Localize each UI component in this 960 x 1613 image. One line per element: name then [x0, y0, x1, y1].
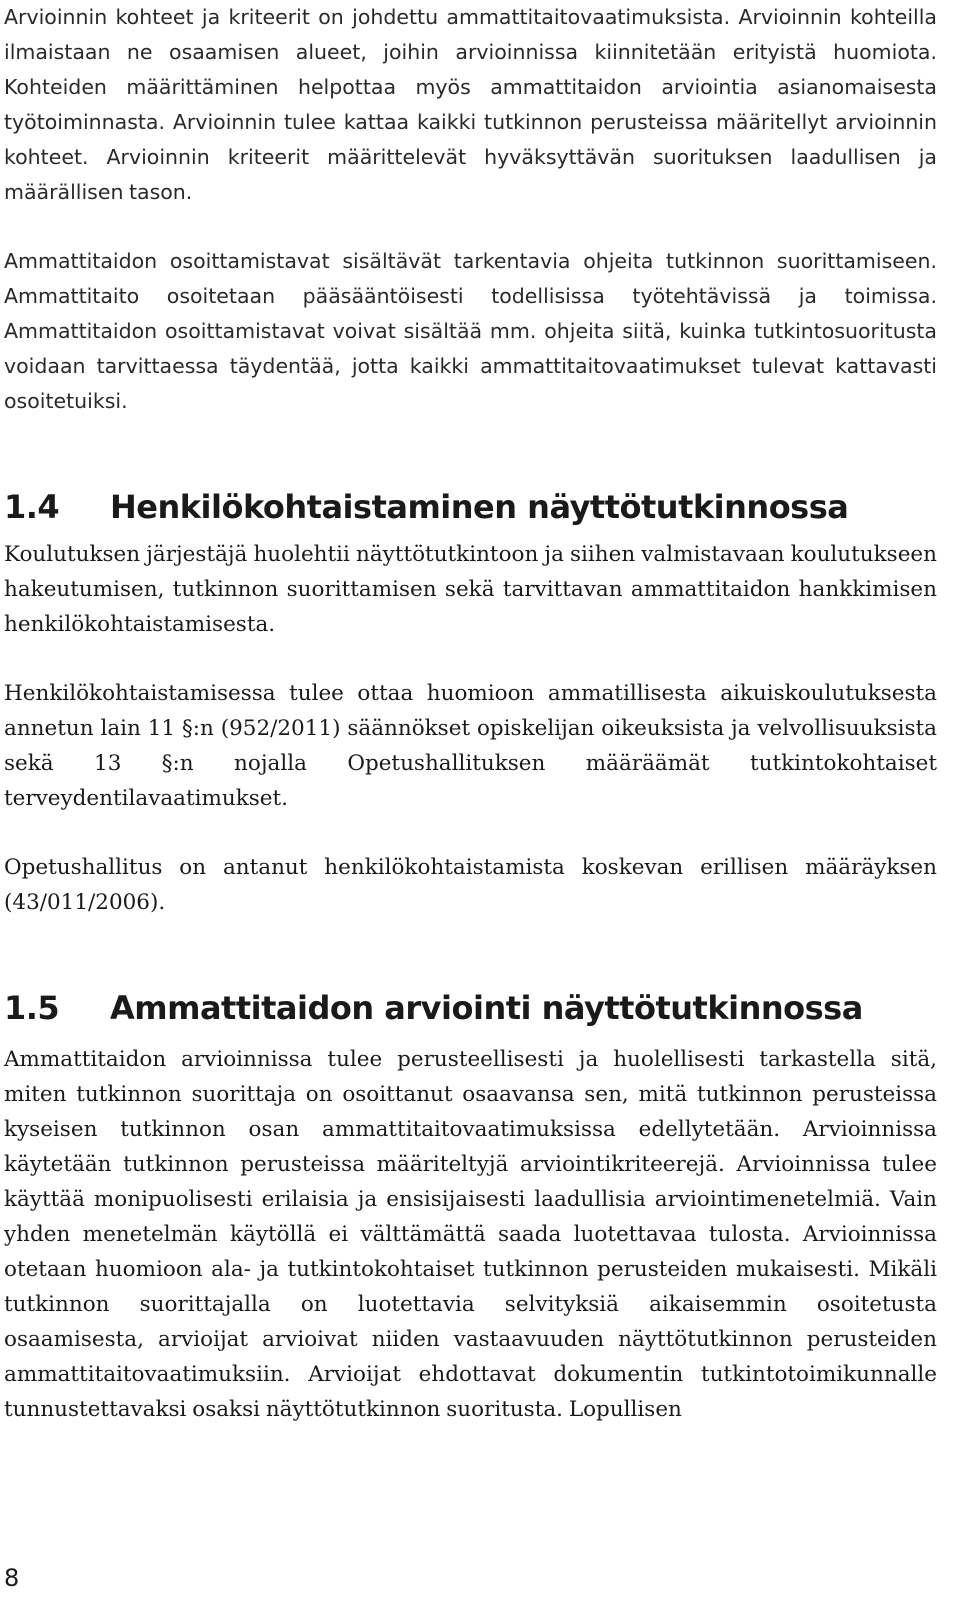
section-1-4-paragraph-1: Koulutuksen järjestäjä huolehtii näyttötutkintoon ja siihen valmistavaan koulutukseen hakeutumisen, tutkinnon suorittamisen sekä tarvittavan ammattitaidon hankkimisen henkilökohtaistamisesta.: [4, 542, 937, 637]
section-number: 1.5: [4, 989, 60, 1027]
intro-paragraph-criteria: Arvioinnin kohteet ja kriteerit on johdettu ammattitaitovaatimuksista. Arvioinnin kohteilla ilmaistaan ne osaamisen alueet, joihin arvioinnissa kiinnitetään erityistä huomiota. Kohteiden määrittäminen helpottaa myös ammattitaidon arviointia asianomaisesta työtoiminnasta. Arvioinnin tulee kattaa kaikki tutkinnon perusteissa määritellyt arvioinnin kohteet. Arvioinnin kriteerit määrittelevät hyväksyttävän suorituksen laadullisen ja määrällisen tason.: [4, 5, 937, 204]
document-page: [4, 0, 937, 1427]
section-heading-1-5: [4, 988, 937, 1028]
intro-paragraph-demonstration: Ammattitaidon osoittamistavat sisältävät tarkentavia ohjeita tutkinnon suorittamiseen. Ammattitaito osoitetaan pääsääntöisesti todellisissa työtehtävissä ja toimissa. Ammattitaidon osoittamistavat voivat sisältää mm. ohjeita siitä, kuinka tutkintosuoritusta voidaan tarvittaessa täydentää, jotta kaikki ammattitaitovaatimukset tulevat kattavasti osoitetuiksi.: [4, 249, 937, 413]
section-heading-1-4: [4, 487, 937, 527]
section-number: 1.4: [4, 488, 60, 526]
section-title: Ammattitaidon arviointi näyttötutkinnossa: [110, 989, 863, 1027]
section-1-4-paragraph-2: Henkilökohtaistamisessa tulee ottaa huomioon ammatillisesta aikuiskoulutuksesta annetun lain 11 §:n (952/2011) säännökset opiskelijan oikeuksista ja velvollisuuksista sekä 13 §:n nojalla Opetushallituksen määräämät tutkintokohtaiset terveydentilavaatimukset.: [4, 681, 937, 811]
section-title: Henkilökohtaistaminen näyttötutkinnossa: [110, 488, 849, 526]
section-1-4-paragraph-3: Opetushallitus on antanut henkilökohtaistamista koskevan erillisen määräyksen (43/011/2006).: [4, 855, 937, 915]
section-1-5-paragraph-1: Ammattitaidon arvioinnissa tulee perusteellisesti ja huolellisesti tarkastella sitä, miten tutkinnon suorittaja on osoittanut osaavansa sen, mitä tutkinnon perusteissa kyseisen tutkinnon osan ammattitaitovaatimuksissa edellytetään. Arvioinnissa käytetään tutkinnon perusteissa määriteltyjä arviointikriteerejä. Arvioinnissa tulee käyttää monipuolisesti erilaisia ja ensisijaisesti laadullisia arviointimenetelmiä. Vain yhden menetelmän käytöllä ei välttämättä saada luotettavaa tulosta. Arvioinnissa otetaan huomioon ala- ja tutkintokohtaiset tutkinnon perusteiden mukaisesti. Mikäli tutkinnon suorittajalla on luotettavia selvityksiä aikaisemmin osoitetusta osaamisesta, arvioijat arvioivat niiden vastaavuuden näyttötutkinnon perusteiden ammattitaitovaatimuksiin. Arvioijat ehdottavat dokumentin tutkintotoimikunnalle tunnustettavaksi osaksi näyttötutkinnon suoritusta. Lopullisen: [4, 1047, 937, 1422]
page-number: 8: [4, 1564, 20, 1592]
